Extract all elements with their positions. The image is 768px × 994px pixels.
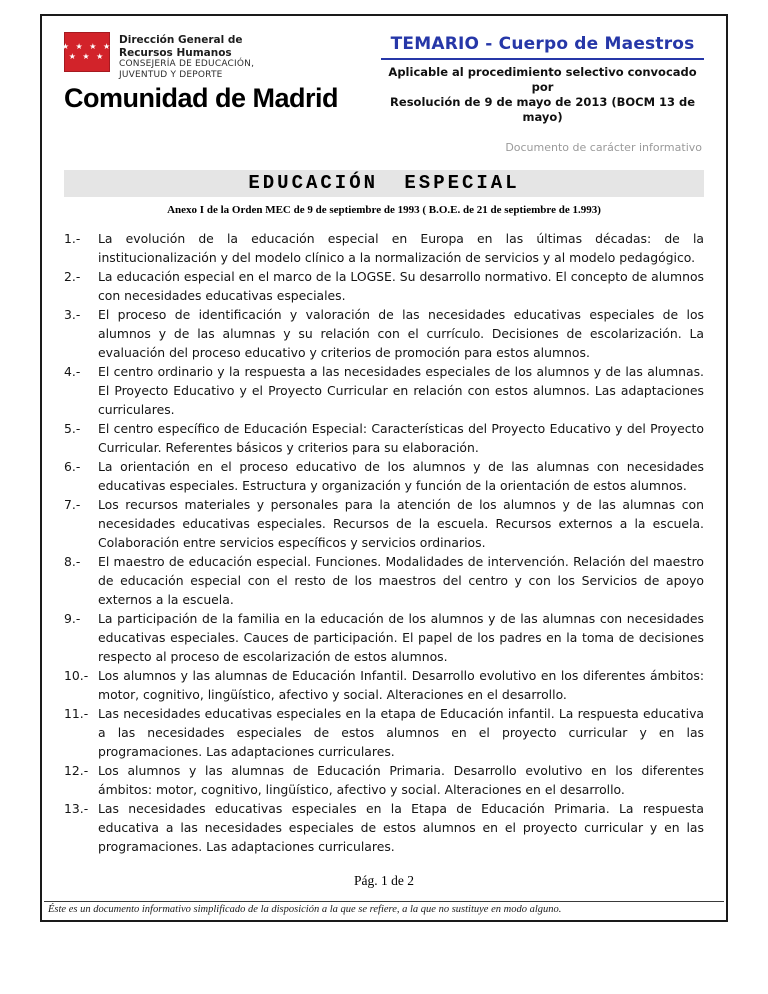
item-number: 7.- <box>64 497 81 512</box>
item-number: 10.- <box>64 668 89 683</box>
item-number: 9.- <box>64 611 81 626</box>
list-item <box>64 495 704 552</box>
header-left-block <box>61 32 381 114</box>
item-number: 13.- <box>64 801 89 816</box>
list-item <box>64 419 704 457</box>
list-item <box>64 704 704 761</box>
item-text: Los alumnos y las alumnas de Educación Infantil. Desarrollo evolutivo en los diferentes ámbitos: motor, cognitivo, lingüístico, afectivo y social. Alteraciones en el desarrollo. <box>98 668 704 702</box>
document-title: EDUCACIÓN ESPECIAL <box>64 170 704 197</box>
list-item <box>64 609 704 666</box>
item-text: Los recursos materiales y personales para la atención de los alumnos y de las alumnas con necesidades educativas especiales. Recursos de la escuela. Recursos externos a la escuela. Colaboración entre servicios específicos y servicios ordinarios. <box>98 497 704 550</box>
item-number: 12.- <box>64 763 89 778</box>
item-number: 11.- <box>64 706 89 721</box>
temario-heading: TEMARIO - Cuerpo de Maestros <box>381 34 704 60</box>
list-item <box>64 799 704 856</box>
document-page-frame <box>40 14 728 922</box>
footer-disclaimer: Éste es un documento informativo simplificado de la disposición a la que se refiere, a la que no sustituye en modo alguno. <box>48 904 562 915</box>
comunidad-de-madrid-wordmark: Comunidad de Madrid <box>64 83 338 113</box>
applicable-note <box>381 65 704 125</box>
item-number: 2.- <box>64 269 81 284</box>
item-number: 3.- <box>64 307 81 322</box>
item-number: 6.- <box>64 459 81 474</box>
page-footer <box>42 873 726 920</box>
item-text: La educación especial en el marco de la LOGSE. Su desarrollo normativo. El concepto de alumnos con necesidades educativas especiales. <box>98 269 704 303</box>
item-text: Las necesidades educativas especiales en la Etapa de Educación Primaria. La respuesta educativa a las necesidades especiales de estos alumnos en el proyecto curricular y en las programaciones. Las adaptaciones curriculares. <box>98 801 704 854</box>
header-right-block <box>381 32 704 154</box>
list-item <box>64 761 704 799</box>
list-item <box>64 229 704 267</box>
item-number: 4.- <box>64 364 81 379</box>
item-number: 1.- <box>64 231 81 246</box>
informative-note: Documento de carácter informativo <box>505 141 702 154</box>
item-text: La evolución de la educación especial en Europa en las últimas décadas: de la institucionalización y del modelo clínico a la normalización de servicios y al modelo pedagógico. <box>98 231 704 265</box>
applicable-line: Aplicable al procedimiento selectivo convocado por <box>388 65 697 94</box>
madrid-flag-logo <box>61 32 113 72</box>
topic-list <box>64 229 704 856</box>
flag-stars-icon: ★ ★ ★ ★ <box>61 42 113 51</box>
list-item <box>64 457 704 495</box>
item-text: La participación de la familia en la educación de los alumnos y de las alumnas con necesidades educativas especiales. Cauces de participación. El papel de los padres en la toma de decisiones respecto al proceso de escolarización de estos alumnos. <box>98 611 704 664</box>
org-line: Recursos Humanos <box>119 46 232 59</box>
item-text: Los alumnos y las alumnas de Educación Primaria. Desarrollo evolutivo en los diferentes ámbitos: motor, cognitivo, lingüístico, afectivo y social. Alteraciones en el desarrollo. <box>98 763 704 797</box>
page-indicator: Pág. 1 de 2 <box>354 873 414 888</box>
applicable-line: Resolución de 9 de mayo de 2013 (BOCM 13 de mayo) <box>390 95 696 124</box>
list-item <box>64 362 704 419</box>
org-line: CONSEJERÍA DE EDUCACIÓN, <box>119 59 255 69</box>
item-number: 5.- <box>64 421 81 436</box>
org-line: JUVENTUD Y DEPORTE <box>119 69 223 80</box>
item-text: Las necesidades educativas especiales en la etapa de Educación infantil. La respuesta educativa a las necesidades especiales de estos alumnos en el proyecto curricular y en las programaciones. Las adaptaciones curriculares. <box>98 706 704 759</box>
item-number: 8.- <box>64 554 81 569</box>
item-text: El centro específico de Educación Especial: Características del Proyecto Educativo y del Proyecto Curricular. Referentes básicos y criterios para su elaboración. <box>98 421 704 455</box>
document-header <box>61 32 704 154</box>
item-text: El maestro de educación especial. Funciones. Modalidades de intervención. Relación del maestro de educación especial con el resto de los maestros del centro y con los Servicios de apoyo externos a la escuela. <box>98 554 704 607</box>
org-line: Dirección General de <box>119 34 243 46</box>
list-item <box>64 267 704 305</box>
logo-row <box>61 32 381 80</box>
document-subtitle: Anexo I de la Orden MEC de 9 de septiembre de 1993 ( B.O.E. de 21 de septiembre de 1.993) <box>167 204 601 216</box>
list-item <box>64 666 704 704</box>
item-text: La orientación en el proceso educativo de los alumnos y de las alumnas con necesidades educativas especiales. Estructura y organización y función de la orientación de estos alumnos. <box>98 459 704 493</box>
list-item <box>64 305 704 362</box>
flag-stars-icon: ★ ★ ★ <box>68 52 106 61</box>
org-text-block <box>119 32 254 80</box>
item-text: El proceso de identificación y valoración de las necesidades educativas especiales de los alumnos y de las alumnas y su relación con el currículo. Decisiones de escolarización. La evaluación del proceso educativo y criterios de promoción para estos alumnos. <box>98 307 704 360</box>
list-item <box>64 552 704 609</box>
item-text: El centro ordinario y la respuesta a las necesidades especiales de los alumnos y de las alumnas. El Proyecto Educativo y el Proyecto Curricular en relación con estos alumnos. Las adaptaciones curriculares. <box>98 364 704 417</box>
